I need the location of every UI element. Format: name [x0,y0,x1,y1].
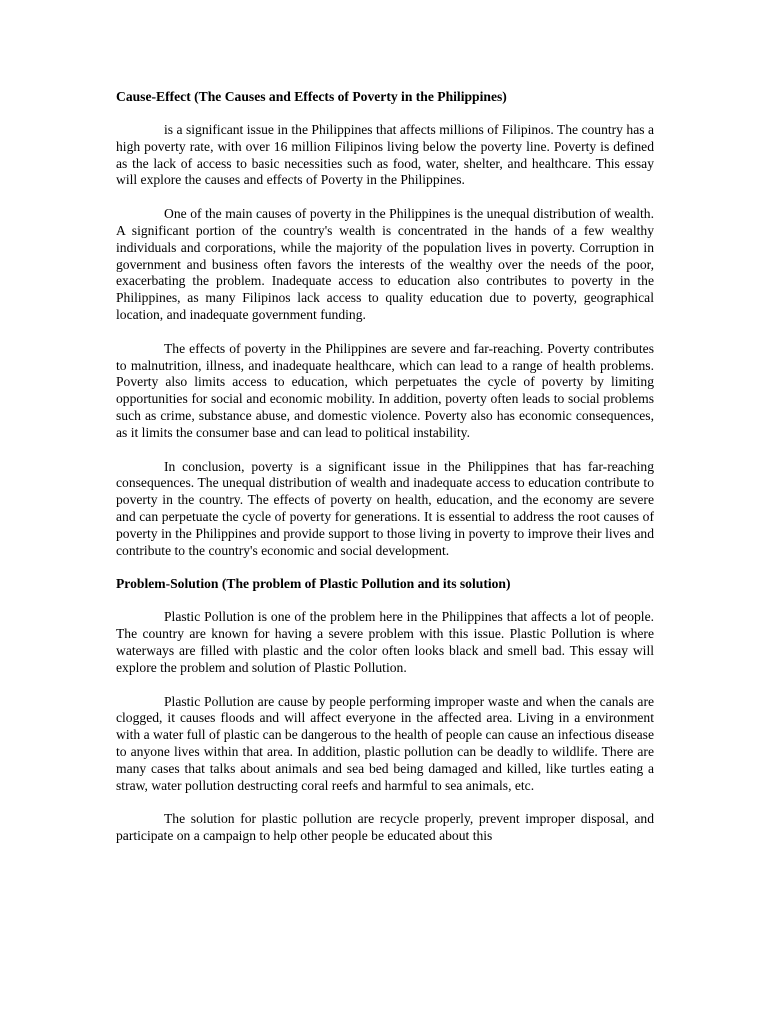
section-heading-problem-solution: Problem-Solution (The problem of Plastic Pollution and its solution) [116,576,511,592]
section-heading-cause-effect: Cause-Effect (The Causes and Effects of Poverty in the Philippines) [116,89,507,104]
paragraph-effects: The effects of poverty in the Philippines are severe and far-reaching. Poverty contributes to malnutrition, illness, and inadequate healthcare, which can lead to a range of health problems. Poverty also limits access to education, which perpetuates the cycle of poverty by limiting opportunities for social and economic mobility. In addition, poverty often leads to social problems such as crime, substance abuse, and domestic violence. Poverty also has economic consequences, as it limits the consumer base and can lead to political instability. [116,340,654,440]
paragraph-plastic-solution: The solution for plastic pollution are recycle properly, prevent improper disposal, and participate on a campaign to help other people be educated about this [116,811,654,844]
paragraph-conclusion: In conclusion, poverty is a significant issue in the Philippines that has far-reaching consequences. The unequal distribution of wealth and inadequate access to education contribute to poverty in the country. The effects of poverty on health, education, and the economy are severe and can perpetuate the cycle of poverty for generations. It is essential to address the root causes of poverty in the Philippines and provide support to those living in poverty to improve their lives and contribute to the country's economic and social development. [116,458,654,558]
paragraph-plastic-intro: Plastic Pollution is one of the problem here in the Philippines that affects a lot of people. The country are known for having a severe problem with this issue. Plastic Pollution is where waterways are filled with plastic and the color often looks black and smell bad. This essay will explore the problem and solution of Plastic Pollution. [116,609,654,675]
paragraph-causes: One of the main causes of poverty in the Philippines is the unequal distribution of wealth. A significant portion of the country's wealth is concentrated in the hands of a few wealthy individuals and corporations, while the majority of the population lives in poverty. Corruption in government and business often favors the interests of the wealthy over the needs of the poor, exacerbating the problem. Inadequate access to education also contributes to poverty in the Philippines, as many Filipinos lack access to quality education due to poverty, geographical location, and inadequate government funding. [116,206,654,322]
paragraph-intro: is a significant issue in the Philippines that affects millions of Filipinos. The country has a high poverty rate, with over 16 million Filipinos living below the poverty line. Poverty is defined as the lack of access to basic necessities such as food, water, shelter, and healthcare. This essay will explore the causes and effects of Poverty in the Philippines. [116,122,654,188]
paragraph-plastic-problem: Plastic Pollution are cause by people performing improper waste and when the canals are clogged, it causes floods and will affect everyone in the affected area. Living in a environment with a water full of plastic can be dangerous to the health of people can cause an infectious disease to anyone lives within that area. In addition, plastic pollution can be deadly to wildlife. There are many cases that talks about animals and sea bed being damaged and killed, like turtles eating a straw, water pollution destructing coral reefs and harmful to sea animals, etc. [116,693,654,793]
